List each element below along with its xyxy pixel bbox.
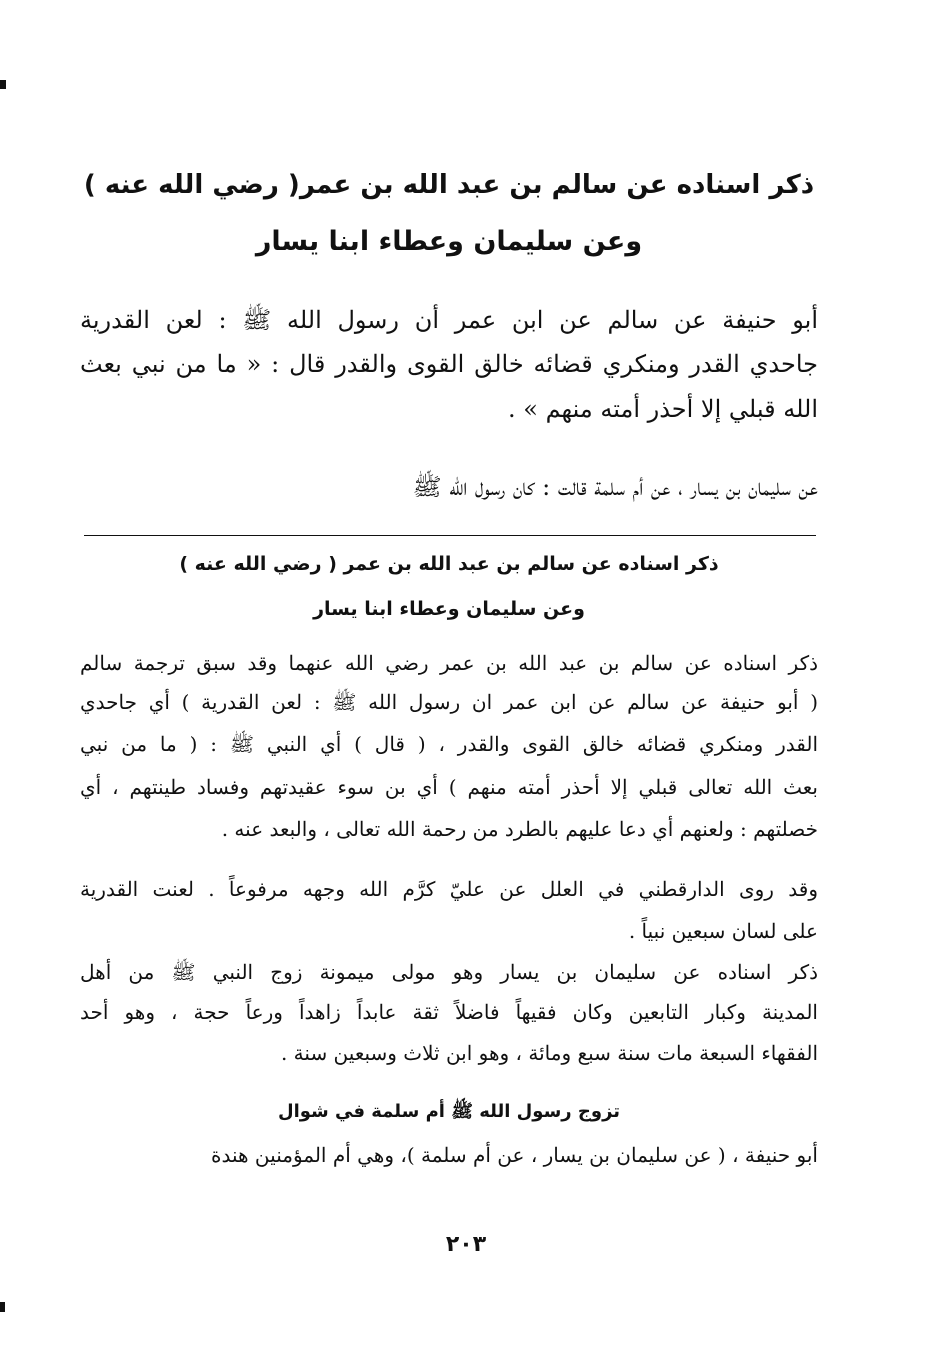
margin-mark-top (0, 80, 6, 89)
hadith-paragraph-line-3: الله قبلي إلا أحذر أمته منهم » . (508, 395, 818, 423)
commentary-paragraph-2-line-2: على لسان سبعين نبياً . (628, 919, 818, 943)
commentary-paragraph-1-line-4: بعث الله تعالى قبلي إلا أحذر أمته منهم ) أي بن سوء عقيدتهم وفساد طينتهم ، أي (80, 775, 818, 799)
section-heading-line-2: وعن سليمان وعطاء ابنا يسار (255, 226, 643, 257)
hadith-paragraph-line-2: جاحدي القدر ومنكري قضائه خالق القوى والقدر قال : « ما من نبي بعث (80, 350, 818, 378)
commentary-paragraph-1-line-3: القدر ومنكري قضائه خالق القوى والقدر ، ( قال ) أي النبي ﷺ : ( ما من نبي (80, 732, 818, 756)
margin-mark-bottom (0, 1302, 5, 1312)
commentary-paragraph-4-line-1: أبو حنيفة ، ( عن سليمان بن يسار ، عن أم سلمة )، وهي أم المؤمنين هندة (211, 1143, 818, 1167)
commentary-section (80, 0, 818, 1230)
page-number: ٢٠٣ (445, 1232, 487, 1257)
commentary-paragraph-3-line-2: المدينة وكبار التابعين وكان فقيهاً فاضلاً ثقة عابداً زاهداً ورعاً حجة ، وهو أحد (80, 1000, 818, 1024)
commentary-heading-line-1: ذكر اسناده عن سالم بن عبد الله بن عمر ( رضي الله عنه ) (179, 553, 719, 575)
commentary-paragraph-1-line-2: ( أبو حنيفة عن سالم عن ابن عمر ان رسول الله ﷺ : لعن القدرية ) أي جاحدي (80, 690, 819, 714)
commentary-paragraph-1-line-5: خصلتهم : ولعنهم أي دعا عليهم بالطرد من رحمة الله تعالى ، والبعد عنه . (221, 817, 818, 841)
hadith-paragraph-line-1: أبو حنيفة عن سالم عن ابن عمر أن رسول الله ﷺ : لعن القدرية (80, 306, 818, 334)
commentary-paragraph-2-line-1: وقد روى الدارقطني في العلل عن عليّ كرَّم الله وجهه مرفوعاً . لعنت القدرية (80, 877, 818, 901)
commentary-paragraph-3-line-3: الفقهاء السبعة مات سنة سبع ومائة ، وهو ابن ثلاث وسبعين سنة . (280, 1041, 818, 1065)
commentary-heading-line-2: وعن سليمان وعطاء ابنا يسار (313, 598, 585, 620)
hadith-second-paragraph: عن سليمان بن يسار ، عن أم سلمة قالت : كان رسول الله ﷺ (412, 473, 818, 501)
section-heading-line-1: ذكر اسناده عن سالم بن عبد الله بن عمر( رضي الله عنه ) (83, 170, 815, 200)
commentary-subheading: تزوج رسول الله ﷺ أم سلمة في شوال (277, 1101, 621, 1122)
commentary-paragraph-3-line-1: ذكر اسناده عن سليمان بن يسار وهو مولى ميمونة زوج النبي ﷺ من أهل (80, 960, 818, 984)
commentary-paragraph-1-line-1: ذكر اسناده عن سالم بن عبد الله بن عمر رضي الله عنهما وقد سبق ترجمة سالم (80, 651, 818, 675)
